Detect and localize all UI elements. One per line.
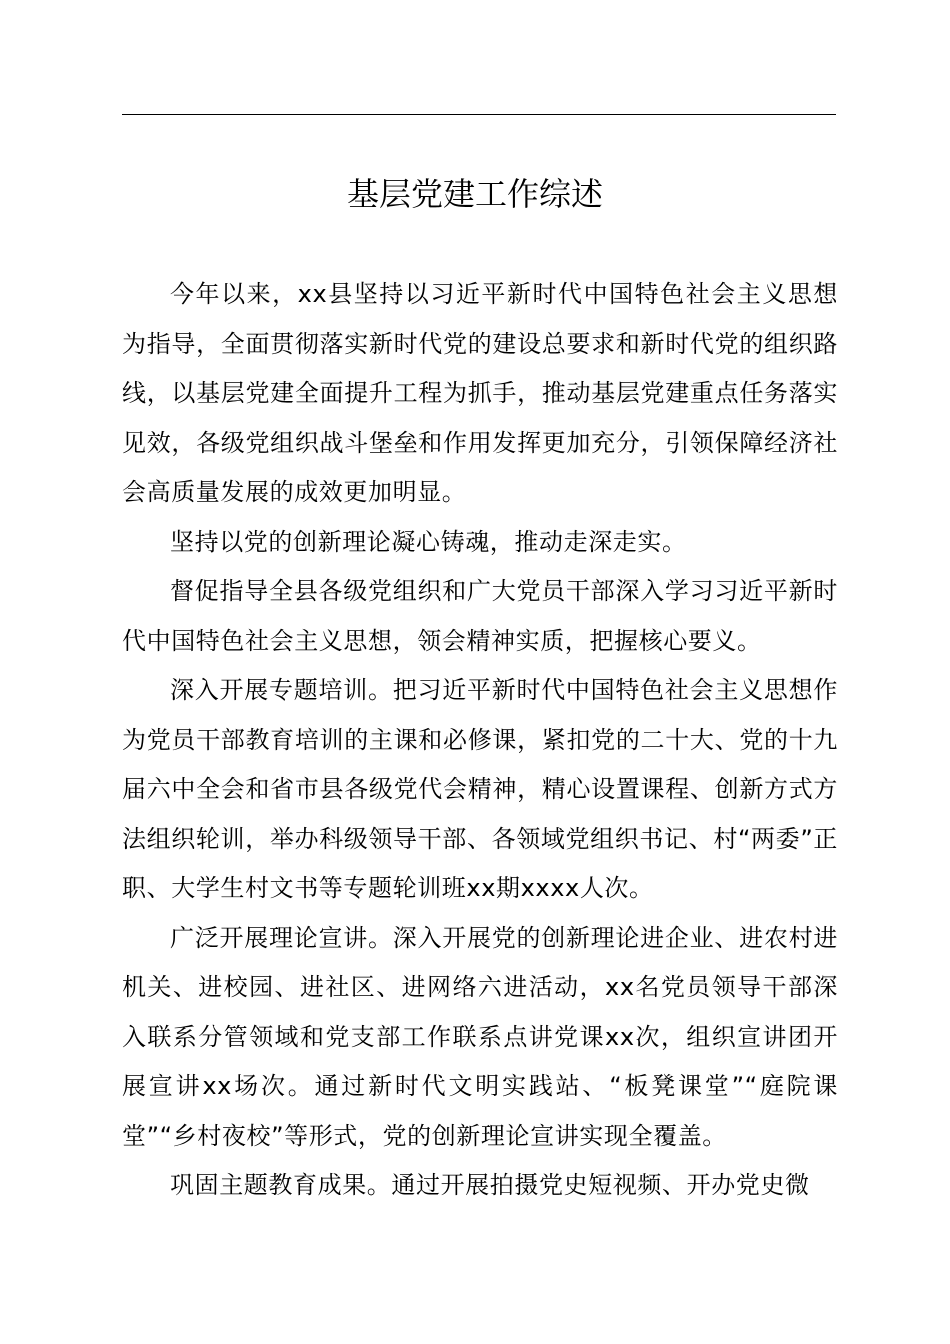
document-body — [122, 270, 838, 1211]
paragraph-training: 深入开展专题培训。把习近平新时代中国特色社会主义思想作为党员干部教育培训的主课和必修课，紧扣党的二十大、党的十九届六中全会和省市县各级党代会精神，精心设置课程、创新方式方法组织轮训，举办科级领导干部、各领域党组织书记、村“两委”正职、大学生村文书等专题轮训班xx期xxxx人次。 — [122, 676, 838, 902]
paragraph-intro: 今年以来，xx县坚持以习近平新时代中国特色社会主义思想为指导，全面贯彻落实新时代党的建设总要求和新时代党的组织路线，以基层党建全面提升工程为抓手，推动基层党建重点任务落实见效，各级党组织战斗堡垒和作用发挥更加充分，引领保障经济社会高质量发展的成效更加明显。 — [122, 280, 838, 506]
paragraph-lectures: 广泛开展理论宣讲。深入开展党的创新理论进企业、进农村进机关、进校园、进社区、进网络六进活动，xx名党员领导干部深入联系分管领域和党支部工作联系点讲党课xx次，组织宣讲团开展宣讲xx场次。通过新时代文明实践站、“板凳课堂”“庭院课堂”“乡村夜校”等形式，党的创新理论宣讲实现全覆盖。 — [122, 923, 838, 1150]
paragraph-heading-theory: 坚持以党的创新理论凝心铸魂，推动走深走实。 — [170, 527, 687, 556]
paragraph-study: 督促指导全县各级党组织和广大党员干部深入学习习近平新时代中国特色社会主义思想，领会精神实质，把握核心要义。 — [122, 577, 838, 655]
paragraph-consolidate: 巩固主题教育成果。通过开展拍摄党史短视频、开办党史微 — [170, 1171, 810, 1199]
document-title: 基层党建工作综述 — [346, 175, 603, 213]
header-rule — [122, 114, 836, 115]
